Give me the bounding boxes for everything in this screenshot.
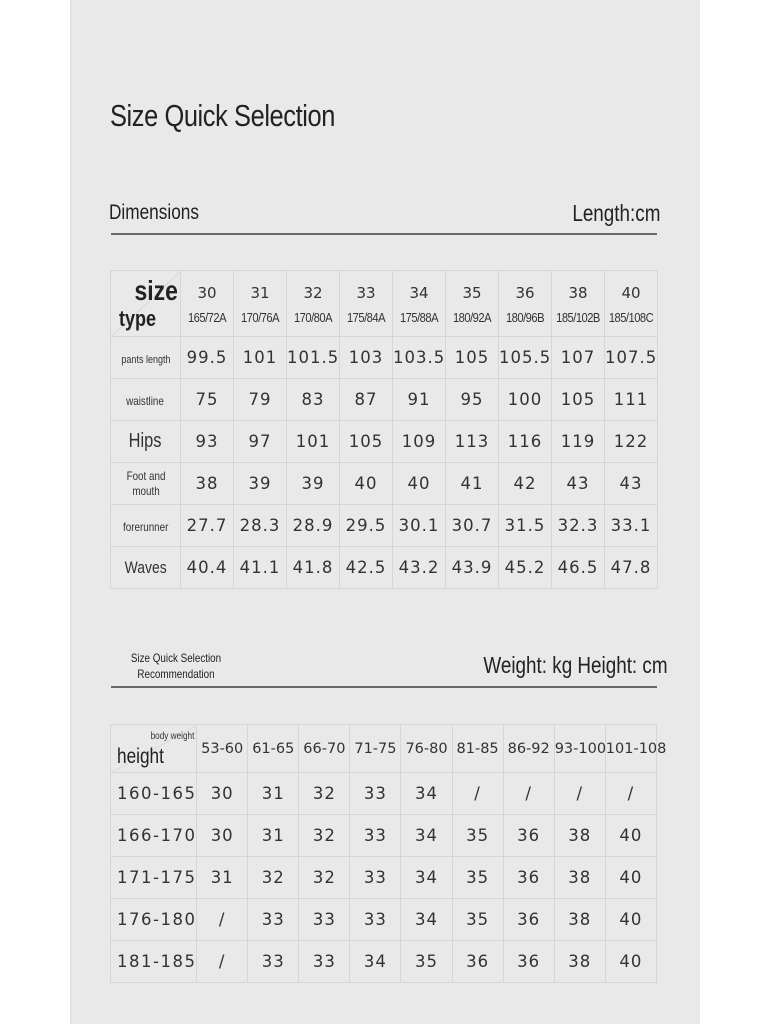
table-row bbox=[111, 463, 658, 505]
dimensions-heading: Dimensions bbox=[109, 201, 199, 224]
table-row bbox=[111, 337, 658, 379]
table-row bbox=[111, 421, 658, 463]
table-cell: 40 bbox=[605, 941, 656, 983]
table-cell: 41 bbox=[446, 463, 499, 505]
table-cell: 40 bbox=[605, 857, 656, 899]
size-col-header: 38 185/102B bbox=[552, 271, 605, 337]
weight-col-header: 101-108 bbox=[605, 725, 656, 773]
row-label: forerunner bbox=[111, 505, 181, 547]
table-cell: 36 bbox=[503, 899, 554, 941]
size-dimensions-table bbox=[110, 270, 658, 589]
table-row bbox=[111, 773, 657, 815]
table-corner-cell bbox=[111, 725, 197, 773]
table-cell: / bbox=[197, 899, 248, 941]
table-cell: 30.1 bbox=[393, 505, 446, 547]
table-cell: 38 bbox=[554, 815, 605, 857]
table-cell: 99.5 bbox=[181, 337, 234, 379]
table-cell: 42.5 bbox=[340, 547, 393, 589]
weight-col-header: 53-60 bbox=[197, 725, 248, 773]
table-cell: 33 bbox=[350, 857, 401, 899]
row-label: pants length bbox=[111, 337, 181, 379]
corner-size-label: size bbox=[134, 275, 178, 306]
table-cell: 39 bbox=[287, 463, 340, 505]
table-cell: 39 bbox=[234, 463, 287, 505]
table-cell: / bbox=[605, 773, 656, 815]
table-cell: 29.5 bbox=[340, 505, 393, 547]
table-cell: 42 bbox=[499, 463, 552, 505]
table-cell: 27.7 bbox=[181, 505, 234, 547]
table-cell: 101 bbox=[234, 337, 287, 379]
table-cell: 43.9 bbox=[446, 547, 499, 589]
size-recommendation-table bbox=[110, 724, 667, 983]
height-row-label: 181-185 bbox=[111, 941, 197, 983]
table-row bbox=[111, 547, 658, 589]
table-cell: 32 bbox=[248, 857, 299, 899]
table-cell: 116 bbox=[499, 421, 552, 463]
table-cell: 93 bbox=[181, 421, 234, 463]
size-col-header: 34 175/88A bbox=[393, 271, 446, 337]
size-col-header: 40 185/108C bbox=[605, 271, 658, 337]
table-cell: 30 bbox=[197, 773, 248, 815]
table-cell: / bbox=[452, 773, 503, 815]
table-cell: 107 bbox=[552, 337, 605, 379]
table-cell: 119 bbox=[552, 421, 605, 463]
corner-type-label: type bbox=[119, 306, 157, 331]
table-cell: 34 bbox=[401, 857, 452, 899]
page-title: Size Quick Selection bbox=[110, 98, 335, 133]
table-cell: 43 bbox=[605, 463, 658, 505]
table-cell: 47.8 bbox=[605, 547, 658, 589]
weight-col-header: 66-70 bbox=[299, 725, 350, 773]
size-header-row bbox=[111, 271, 658, 337]
table-cell: 30 bbox=[197, 815, 248, 857]
table-cell: 38 bbox=[554, 857, 605, 899]
dimensions-unit: Length:cm bbox=[571, 200, 660, 226]
table-cell: 101.5 bbox=[287, 337, 340, 379]
table-cell: 113 bbox=[446, 421, 499, 463]
row-label: Hips bbox=[111, 421, 181, 463]
size-col-header: 32 170/80A bbox=[287, 271, 340, 337]
height-row-label: 176-180 bbox=[111, 899, 197, 941]
table-cell: 32 bbox=[299, 815, 350, 857]
table-cell: 41.8 bbox=[287, 547, 340, 589]
table-cell: 40 bbox=[340, 463, 393, 505]
table-cell: 33 bbox=[248, 899, 299, 941]
table-cell: 31.5 bbox=[499, 505, 552, 547]
table-cell: 122 bbox=[605, 421, 658, 463]
height-row-label: 166-170 bbox=[111, 815, 197, 857]
weight-col-header: 76-80 bbox=[401, 725, 452, 773]
size-col-header: 31 170/76A bbox=[234, 271, 287, 337]
weight-header-row bbox=[111, 725, 657, 773]
table-cell: 33.1 bbox=[605, 505, 658, 547]
table-row bbox=[111, 941, 657, 983]
table-cell: 36 bbox=[452, 941, 503, 983]
table-row bbox=[111, 505, 658, 547]
table-cell: 35 bbox=[452, 857, 503, 899]
table-cell: 34 bbox=[401, 815, 452, 857]
table-cell: / bbox=[503, 773, 554, 815]
weight-col-header: 81-85 bbox=[452, 725, 503, 773]
table-cell: / bbox=[554, 773, 605, 815]
table-cell: 43.2 bbox=[393, 547, 446, 589]
table-row bbox=[111, 815, 657, 857]
table-cell: 40 bbox=[605, 815, 656, 857]
table-cell: 95 bbox=[446, 379, 499, 421]
table-cell: 109 bbox=[393, 421, 446, 463]
table-cell: 32 bbox=[299, 773, 350, 815]
table-cell: 36 bbox=[503, 815, 554, 857]
height-row-label: 160-165 bbox=[111, 773, 197, 815]
table-cell: 31 bbox=[248, 815, 299, 857]
table-cell: 28.3 bbox=[234, 505, 287, 547]
table-corner-cell bbox=[111, 271, 181, 337]
table-cell: 40 bbox=[393, 463, 446, 505]
table-cell: 79 bbox=[234, 379, 287, 421]
table-cell: 91 bbox=[393, 379, 446, 421]
table-cell: 33 bbox=[299, 899, 350, 941]
table-cell: 105 bbox=[552, 379, 605, 421]
table-row bbox=[111, 899, 657, 941]
table-cell: 105.5 bbox=[499, 337, 552, 379]
table-cell: 97 bbox=[234, 421, 287, 463]
weight-col-header: 61-65 bbox=[248, 725, 299, 773]
table-cell: 107.5 bbox=[605, 337, 658, 379]
weight-col-header: 71-75 bbox=[350, 725, 401, 773]
table-row bbox=[111, 857, 657, 899]
recommendation-unit: Weight: kg Height: cm bbox=[483, 652, 668, 678]
table-cell: 34 bbox=[350, 941, 401, 983]
size-col-header: 35 180/92A bbox=[446, 271, 499, 337]
table-cell: 105 bbox=[340, 421, 393, 463]
divider bbox=[111, 233, 657, 235]
size-col-header: 30 165/72A bbox=[181, 271, 234, 337]
weight-col-header: 93-100 bbox=[554, 725, 605, 773]
row-label: Foot and mouth bbox=[111, 463, 181, 505]
table-cell: 32 bbox=[299, 857, 350, 899]
corner-body-weight-label: body weight bbox=[150, 731, 195, 742]
table-cell: 87 bbox=[340, 379, 393, 421]
table-cell: 40 bbox=[605, 899, 656, 941]
size-col-header: 36 180/96B bbox=[499, 271, 552, 337]
height-row-label: 171-175 bbox=[111, 857, 197, 899]
recommendation-heading: Size Quick Selection Recommendation bbox=[130, 651, 222, 681]
table-cell: 33 bbox=[299, 941, 350, 983]
table-cell: 35 bbox=[452, 815, 503, 857]
table-cell: 31 bbox=[248, 773, 299, 815]
row-label: Waves bbox=[111, 547, 181, 589]
table-cell: 43 bbox=[552, 463, 605, 505]
table-cell: 33 bbox=[350, 773, 401, 815]
table-cell: 34 bbox=[401, 773, 452, 815]
row-label: waistline bbox=[111, 379, 181, 421]
table-cell: 105 bbox=[446, 337, 499, 379]
table-cell: 33 bbox=[350, 815, 401, 857]
table-cell: 32.3 bbox=[552, 505, 605, 547]
table-cell: 28.9 bbox=[287, 505, 340, 547]
table-row bbox=[111, 379, 658, 421]
table-cell: 35 bbox=[401, 941, 452, 983]
size-col-header: 33 175/84A bbox=[340, 271, 393, 337]
table-cell: 38 bbox=[554, 899, 605, 941]
table-cell: 46.5 bbox=[552, 547, 605, 589]
table-cell: 38 bbox=[554, 941, 605, 983]
table-cell: 45.2 bbox=[499, 547, 552, 589]
divider bbox=[111, 686, 657, 688]
table-cell: 35 bbox=[452, 899, 503, 941]
table-cell: 33 bbox=[248, 941, 299, 983]
table-cell: 83 bbox=[287, 379, 340, 421]
weight-col-header: 86-92 bbox=[503, 725, 554, 773]
table-cell: / bbox=[197, 941, 248, 983]
table-cell: 103 bbox=[340, 337, 393, 379]
table-cell: 41.1 bbox=[234, 547, 287, 589]
table-cell: 103.5 bbox=[393, 337, 446, 379]
table-cell: 75 bbox=[181, 379, 234, 421]
table-cell: 36 bbox=[503, 941, 554, 983]
table-cell: 30.7 bbox=[446, 505, 499, 547]
table-cell: 33 bbox=[350, 899, 401, 941]
table-cell: 34 bbox=[401, 899, 452, 941]
table-cell: 40.4 bbox=[181, 547, 234, 589]
table-cell: 101 bbox=[287, 421, 340, 463]
table-cell: 100 bbox=[499, 379, 552, 421]
table-cell: 38 bbox=[181, 463, 234, 505]
table-cell: 36 bbox=[503, 857, 554, 899]
corner-height-label: height bbox=[117, 745, 164, 768]
table-cell: 111 bbox=[605, 379, 658, 421]
table-cell: 31 bbox=[197, 857, 248, 899]
